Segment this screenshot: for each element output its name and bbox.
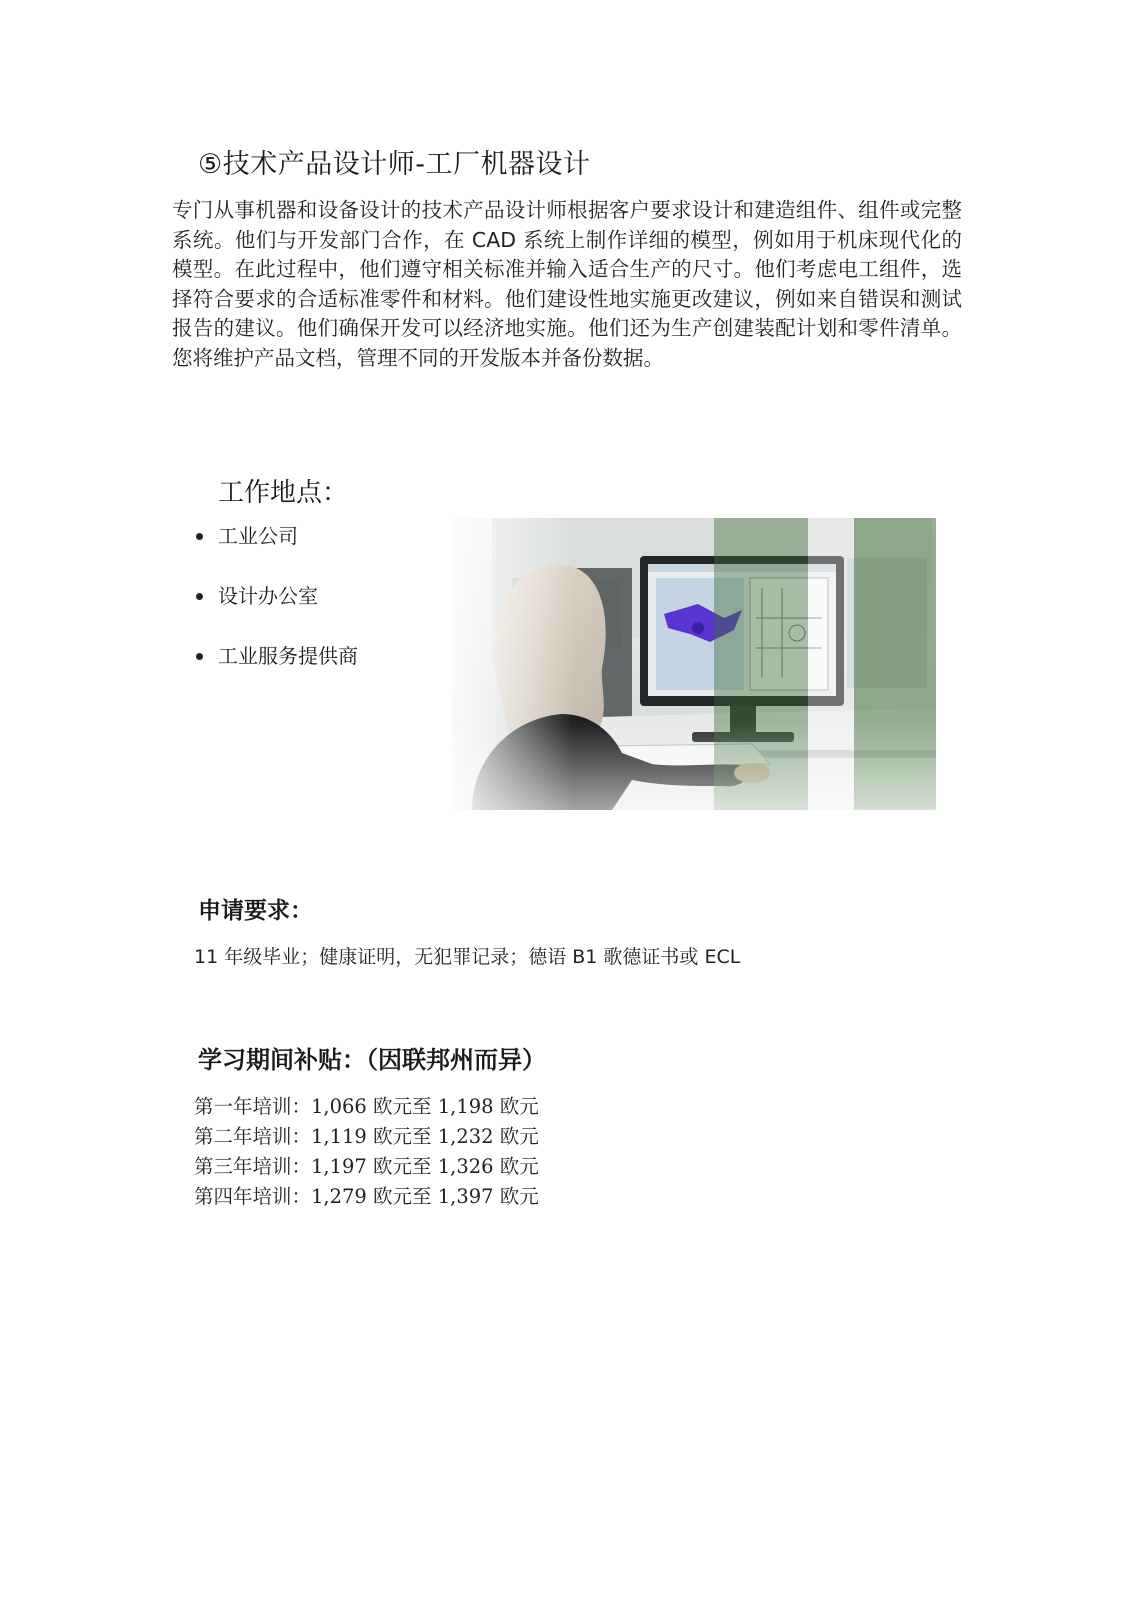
workplaces-list bbox=[196, 524, 358, 704]
list-item bbox=[196, 644, 358, 704]
photo-illustration bbox=[452, 518, 936, 810]
requirements-text: 11 年级毕业；健康证明，无犯罪记录；德语 B1 歌德证书或 ECL bbox=[194, 946, 741, 968]
requirements-heading: 申请要求： bbox=[198, 898, 313, 924]
allowance-row: 第三年培训：1,197 欧元至 1,326 欧元 bbox=[194, 1155, 539, 1178]
allowance-list bbox=[194, 1092, 539, 1212]
allowance-row: 第一年培训：1,066 欧元至 1,198 欧元 bbox=[194, 1095, 539, 1118]
allowance-row: 第四年培训：1,279 欧元至 1,397 欧元 bbox=[194, 1185, 539, 1208]
allowance-row: 第二年培训：1,119 欧元至 1,232 欧元 bbox=[194, 1125, 539, 1148]
designer-at-cad-workstation-image bbox=[452, 518, 936, 810]
allowance-heading: 学习期间补贴：（因联邦州而异） bbox=[198, 1046, 546, 1074]
intro-paragraph: 专门从事机器和设备设计的技术产品设计师根据客户要求设计和建造组件、组件或完整系统。他们与开发部门合作，在 CAD 系统上制作详细的模型，例如用于机床现代化的模型。在此过程中，他们遵守相关标准并输入适合生产的尺寸。他们考虑电工组件，选择符合要求的合适标准零件和材料。他们建设性地实施更改建议，例如来自错误和测试报告的建议。他们确保开发可以经济地实施。他们还为生产创建装配计划和零件清单。您将维护产品文档，管理不同的开发版本并备份数据。 bbox=[172, 198, 962, 370]
list-item bbox=[196, 584, 358, 644]
page-title: ⑤技术产品设计师-工厂机器设计 bbox=[198, 149, 591, 180]
workplace-label: 工业服务提供商 bbox=[218, 644, 358, 668]
bullet-icon bbox=[196, 533, 203, 540]
workplaces-heading: 工作地点： bbox=[218, 478, 349, 508]
bullet-icon bbox=[196, 653, 203, 660]
workplace-label: 设计办公室 bbox=[218, 584, 318, 608]
list-item bbox=[196, 524, 358, 584]
workplace-label: 工业公司 bbox=[218, 524, 298, 548]
bullet-icon bbox=[196, 593, 203, 600]
